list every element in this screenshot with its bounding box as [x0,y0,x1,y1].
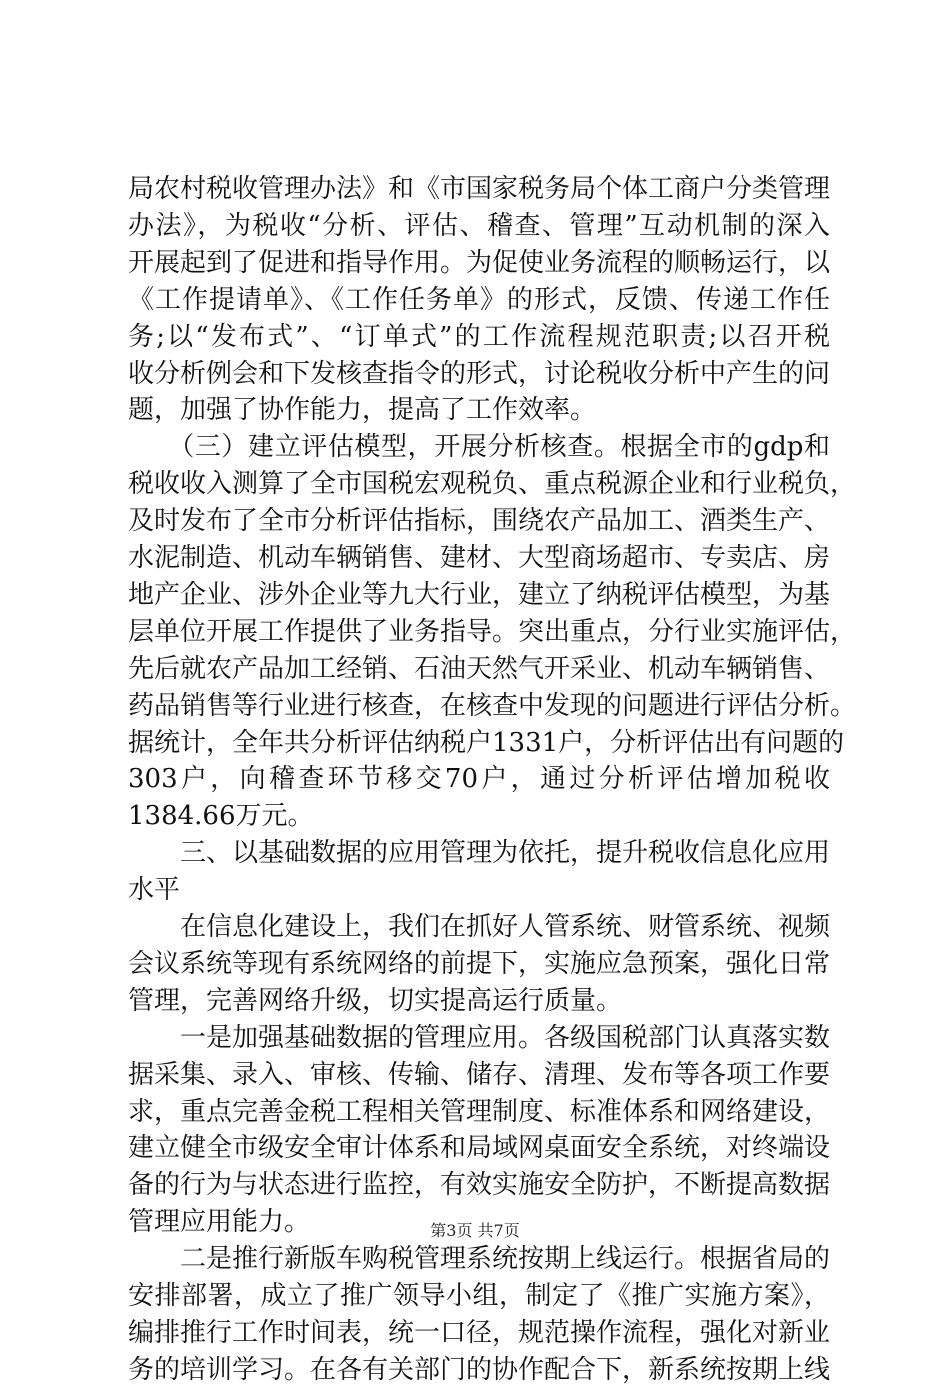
page-footer: 第3页 共7页 [430,1221,520,1240]
text-line: 据采集、录入、审核、传输、储存、清理、发布等各项工作要 [128,1059,831,1090]
text-line: 建立健全市级安全审计体系和局域网桌面安全系统，对终端设 [128,1133,831,1164]
text-line: 二是推行新版车购税管理系统按期上线运行。根据省局的 [128,1244,831,1275]
text-line: 层单位开展工作提供了业务指导。突出重点，分行业实施评估， [128,616,857,647]
text-line: 务的培训学习。在各有关部门的协作配合下，新系统按期上线 [128,1354,831,1385]
text-line: 一是加强基础数据的管理应用。各级国税部门认真落实数 [128,1022,831,1053]
text-line: 《工作提请单》、《工作任务单》的形式，反馈、传递工作任 [128,284,830,315]
text-line: 三、以基础数据的应用管理为依托，提升税收信息化应用 [128,838,831,869]
text-line: 安排部署，成立了推广领导小组，制定了《推广实施方案》， [128,1281,830,1311]
text-line: 局农村税收管理办法》和《市国家税务局个体工商户分类管理 [128,174,831,204]
text-line: 办法》，为税收“分析、评估、稽查、管理”互动机制的深入 [128,210,830,241]
text-line: 1384.66万元。 [128,801,314,832]
text-line: 编排推行工作时间表，统一口径，规范操作流程，强化对新业 [128,1317,831,1348]
text-line: 药品销售等行业进行核查，在核查中发现的问题进行评估分析。 [128,690,857,721]
text-line: 据统计，全年共分析评估纳税户1331户，分析评估出有问题的 [128,727,845,758]
text-line: 务;以“发布式”、“订单式”的工作流程规范职责;以召开税 [128,321,830,352]
text-line: 开展起到了促进和指导作用。为促使业务流程的顺畅运行，以 [128,247,831,278]
text-line: 地产企业、涉外企业等九大行业，建立了纳税评估模型，为基 [128,579,831,610]
text-line: 题，加强了协作能力，提高了工作效率。 [128,395,597,426]
text-line: 求，重点完善金税工程相关管理制度、标准体系和网络建设， [128,1096,831,1127]
text-line: 税收收入测算了全市国税宏观税负、重点税源企业和行业税负， [128,469,857,500]
text-line: 收分析例会和下发核查指令的形式，讨论税收分析中产生的问 [128,358,831,389]
text-line: 水泥制造、机动车辆销售、建材、大型商场超市、专卖店、房 [128,543,831,573]
text-line: 水平 [128,875,181,906]
text-line: （三）建立评估模型，开展分析核查。根据全市的gdp和 [128,432,830,463]
text-line: 会议系统等现有系统网络的前提下，实施应急预案，强化日常 [128,948,831,979]
text-line: 备的行为与状态进行监控，有效实施安全防护，不断提高数据 [128,1170,831,1201]
text-line: 管理，完善网络升级，切实提高运行质量。 [128,985,623,1016]
text-line: 在信息化建设上，我们在抓好人管系统、财管系统、视频 [128,912,831,942]
text-line: 先后就农产品加工经销、石油天然气开采业、机动车辆销售、 [128,653,831,684]
text-line: 及时发布了全市分析评估指标，围绕农产品加工、酒类生产、 [128,506,831,537]
text-line: 303户，向稽查环节移交70户，通过分析评估增加税收 [128,764,830,795]
text-line: 管理应用能力。 [128,1207,311,1238]
